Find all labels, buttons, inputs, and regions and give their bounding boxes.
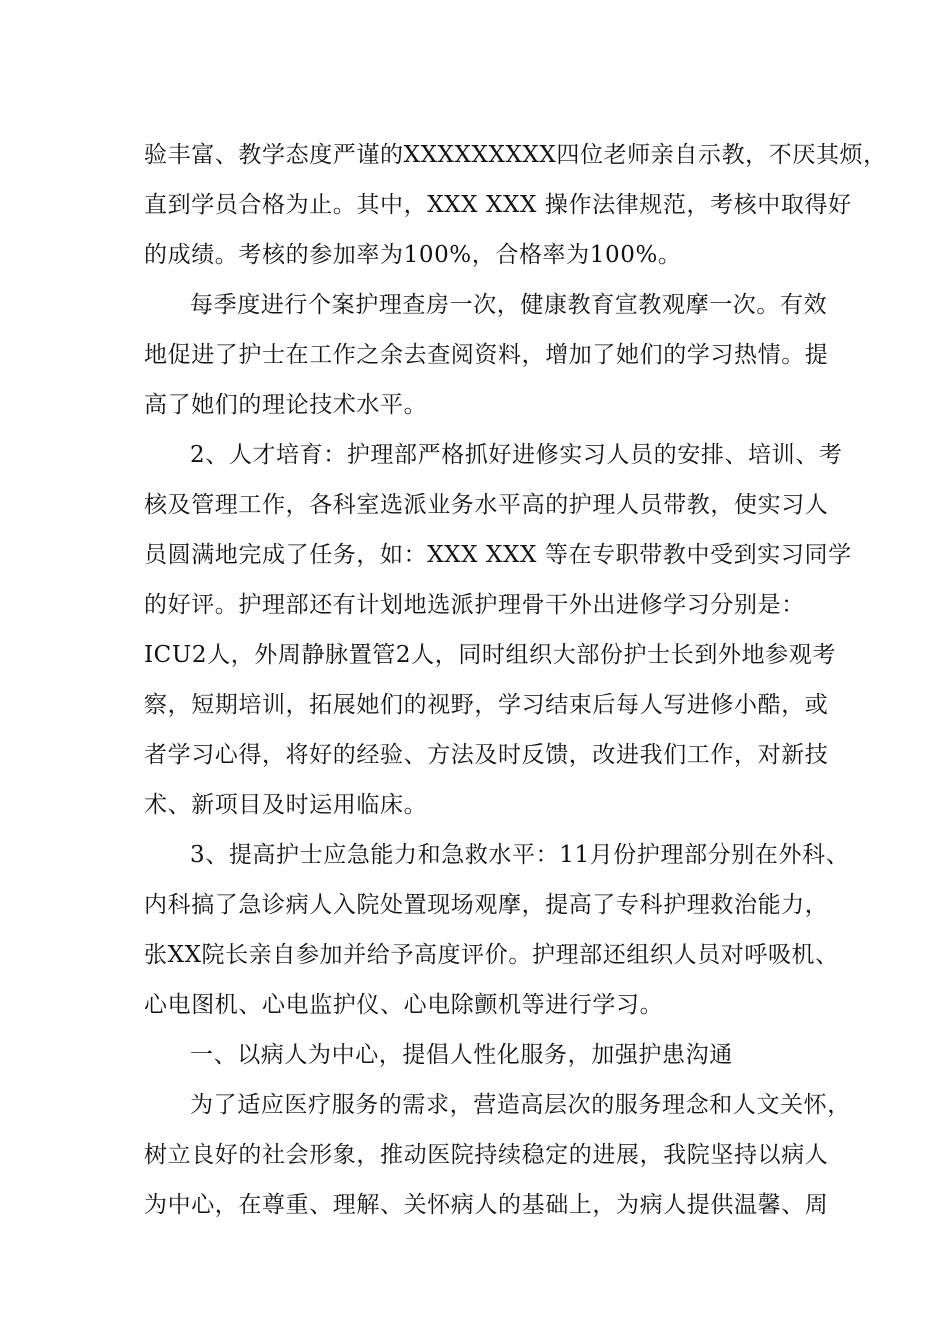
text-line: 员圆满地完成了任务，如：XXX XXX 等在专职带教中受到实习同学 bbox=[144, 542, 852, 568]
section-heading bbox=[144, 1030, 814, 1080]
text-line: 察，短期培训，拓展她们的视野，学习结束后每人写进修小酷，或 bbox=[144, 692, 829, 718]
text-line: 验丰富、教学态度严谨的XXXXXXXXX四位老师亲自示教，不厌其烦， bbox=[144, 142, 887, 168]
text-line: 者学习心得，将好的经验、方法及时反馈，改进我们工作，对新技 bbox=[144, 742, 829, 768]
text-line: 直到学员合格为止。其中，XXX XXX 操作法律规范，考核中取得好 bbox=[144, 192, 852, 218]
text-line: ICU2人，外周静脉置管2人，同时组织大部份护士长到外地参观考 bbox=[144, 642, 836, 668]
text-line: 张XX院长亲自参加并给予高度评价。护理部还组织人员对呼吸机、 bbox=[144, 942, 839, 968]
text-line: 树立良好的社会形象，推动医院持续稳定的进展，我院坚持以病人 bbox=[144, 1142, 829, 1168]
paragraph-emergency-skills bbox=[144, 830, 850, 1030]
text-line: 2、人才培育：护理部严格抓好进修实习人员的安排、培训、考 bbox=[190, 442, 843, 468]
text-line: 的好评。护理部还有计划地选派护理骨干外出进修学习分别是： bbox=[144, 592, 805, 618]
text-line: 每季度进行个案护理查房一次，健康教育宣教观摩一次。有效 bbox=[190, 292, 828, 318]
text-line: 为中心，在尊重、理解、关怀病人的基础上，为病人提供温馨、周 bbox=[144, 1192, 829, 1218]
document-body bbox=[144, 130, 887, 1230]
paragraph-patient-centered bbox=[144, 1080, 851, 1230]
text-line: 心电图机、心电监护仪、心电除颤机等进行学习。 bbox=[144, 992, 664, 1018]
text-line: 高了她们的理论技术水平。 bbox=[144, 392, 428, 418]
text-line: 为了适应医疗服务的需求，营造高层次的服务理念和人文关怀， bbox=[190, 1092, 851, 1118]
paragraph-teaching-results bbox=[144, 130, 887, 280]
text-line: 术、新项目及时运用临床。 bbox=[144, 792, 428, 818]
text-line: 3、提高护士应急能力和急救水平：11月份护理部分别在外科、 bbox=[190, 842, 850, 868]
text-line: 内科搞了急诊病人入院处置现场观摩，提高了专科护理救治能力， bbox=[144, 892, 829, 918]
heading-line: 一、以病人为中心，提倡人性化服务，加强护患沟通 bbox=[190, 1042, 733, 1068]
paragraph-quarterly-rounds bbox=[144, 280, 829, 430]
text-line: 的成绩。考核的参加率为100%，合格率为100%。 bbox=[144, 242, 682, 268]
text-line: 地促进了护士在工作之余去查阅资料，增加了她们的学习热情。提 bbox=[144, 342, 829, 368]
text-line: 核及管理工作，各科室选派业务水平高的护理人员带教，使实习人 bbox=[144, 492, 829, 518]
paragraph-talent-training bbox=[144, 430, 852, 830]
